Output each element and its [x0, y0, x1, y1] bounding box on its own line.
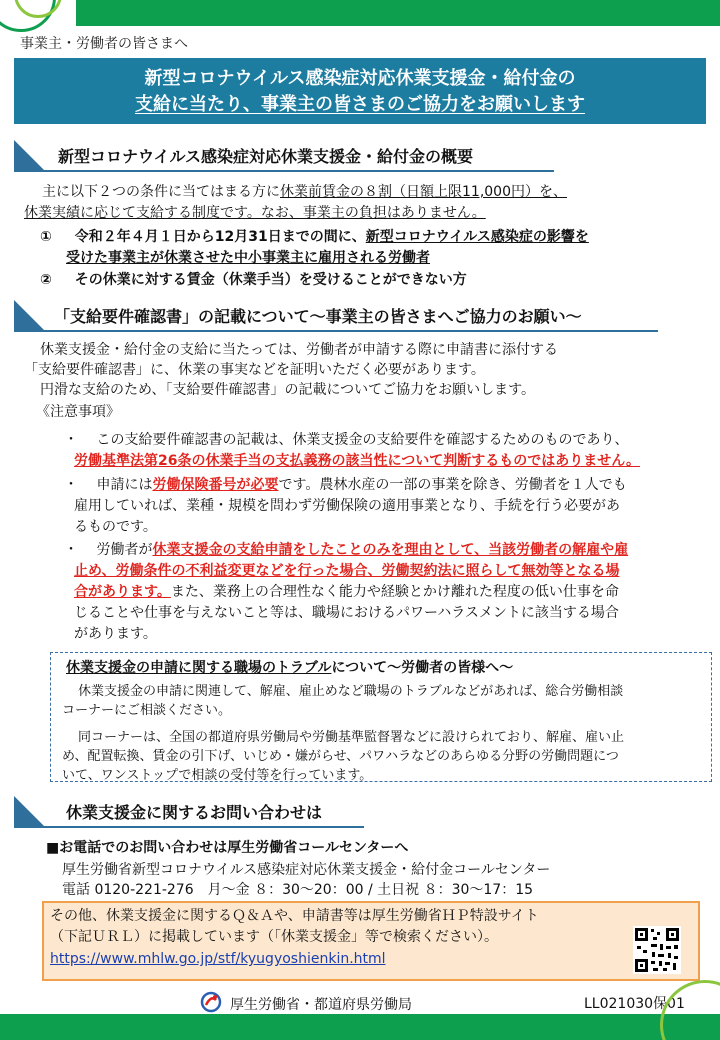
note-3-line-5: があります。 — [74, 626, 157, 642]
title-line-2: 支給に当たり、事業主の皆さまのご協力をお願いします — [135, 94, 585, 115]
note-3-line-3: 合があります。また、業務上の合理性なく能力や経験とかけ離れた程度の低い仕事を命 — [74, 584, 619, 600]
trouble-para-2: 同コーナーは、全国の都道府県労働局や労働基準監督署などに設けられており、解雇、雇い止 — [78, 730, 625, 745]
confirmation-para-1b: 「支給要件確認書」に、休業の事実などを証明いただく必要があります。 — [24, 362, 485, 378]
decor-circle-icon — [660, 980, 720, 1040]
footer-organization: 厚生労働省・都道府県労働局 — [230, 997, 412, 1013]
note-3-line-4: じることや仕事を与えないこと等は、職場におけるパワーハラスメントに該当する場合 — [74, 605, 619, 621]
mhlw-logo-icon — [200, 991, 222, 1013]
website-link[interactable]: https://www.mhlw.go.jp/stf/kyugyoshienkin.html — [50, 951, 386, 967]
note-2: ・ 申請には労働保険番号が必要です。農林水産の一部の事業を除き、労働者を１人でも — [64, 477, 627, 493]
section-triangle-icon — [14, 796, 46, 828]
page-title — [14, 58, 706, 124]
notes-label: 《注意事項》 — [36, 404, 120, 420]
trouble-para-2b: め、配置転換、賃金の引下げ、いじめ・嫌がらせ、パワハラなどのあらゆる分野の労働問題につ — [62, 749, 619, 764]
condition-2: ② その休業に対する賃金（休業手当）を受けることができない方 — [40, 272, 467, 288]
section-triangle-icon — [14, 140, 46, 172]
condition-1-cont: 受けた事業主が休業させた中小事業主に雇用される労働者 — [66, 250, 430, 266]
note-1: ・ この支給要件確認書の記載は、休業支援金の支給要件を確認するためのものであり、 — [64, 432, 629, 448]
overview-intro-1: 主に以下２つの条件に当てはまる方に休業前賃金の８割（日額上限11,000円）を、 — [42, 184, 567, 200]
confirmation-para-2: 円滑な支給のため、「支給要件確認書」の記載についてご協力をお願いします。 — [40, 382, 536, 398]
top-decor-bar — [0, 0, 720, 26]
section-heading-inquiry: 休業支援金に関するお問い合わせは — [14, 796, 364, 828]
website-info-line-2: （下記ＵＲＬ）に掲載しています（「休業支援金」等で検索ください）。 — [50, 929, 498, 945]
call-center-name: 厚生労働省新型コロナウイルス感染症対応休業支援金・給付金コールセンター — [62, 862, 551, 878]
section-triangle-icon — [14, 300, 46, 332]
title-line-1: 新型コロナウイルス感染症対応休業支援金・給付金の — [144, 68, 576, 89]
website-info-line-1: その他、休業支援金に関するＱ＆Ａや、申請書等は厚生労働省ＨＰ特設サイト — [50, 908, 539, 924]
call-center-phone[interactable]: 電話 0120-221-276 月～金 ８：30～20：00 / 土日祝 ８：30～17：15 — [62, 882, 534, 898]
phone-heading: ■お電話でのお問い合わせは厚生労働省コールセンターへ — [46, 840, 409, 856]
trouble-heading: 休業支援金の申請に関する職場のトラブルについて～労働者の皆様へ～ — [66, 660, 514, 676]
bottom-decor-bar — [0, 1014, 720, 1040]
audience-label: 事業主・労働者の皆さまへ — [20, 36, 188, 52]
qr-code-icon[interactable] — [633, 926, 681, 974]
top-green-band — [76, 0, 720, 26]
confirmation-para-1: 休業支援金・給付金の支給に当たっては、労働者が申請する際に申請書に添付する — [40, 342, 558, 358]
note-2-line-2: 雇用していれば、業種・規模を問わず労働保険の適用事業となり、手続を行う必要があ — [74, 498, 620, 514]
section-heading-overview: 新型コロナウイルス感染症対応休業支援金・給付金の概要 — [14, 140, 554, 172]
footer-document-code: LL021030保01 — [584, 996, 685, 1012]
condition-1: ① 令和２年４月１日から12月31日までの間に、新型コロナウイルス感染症の影響を — [40, 229, 589, 245]
overview-intro-2: 休業実績に応じて支給する制度です。なお、事業主の負担はありません。 — [24, 205, 486, 221]
note-3: ・ 労働者が休業支援金の支給申請をしたことのみを理由として、当該労働者の解雇や雇 — [64, 542, 629, 558]
trouble-para-2c: いて、ワンストップで相談の受付等を行っています。 — [62, 768, 373, 783]
trouble-para-1: 休業支援金の申請に関連して、解雇、雇止めなど職場のトラブルなどがあれば、総合労働相談 — [78, 684, 624, 699]
note-2-line-3: るものです。 — [74, 519, 157, 535]
note-3-emphasis-2: 止め、労働条件の不利益変更などを行った場合、労働契約法に照らして無効等となる場 — [74, 563, 620, 579]
section-heading-confirmation: 「支給要件確認書」の記載について～事業主の皆さまへご協力のお願い～ — [14, 300, 658, 332]
trouble-para-1b: コーナーにご相談ください。 — [62, 703, 232, 718]
note-1-emphasis: 労働基準法第26条の休業手当の支払義務の該当性について判断するものではありません。 — [74, 453, 641, 469]
